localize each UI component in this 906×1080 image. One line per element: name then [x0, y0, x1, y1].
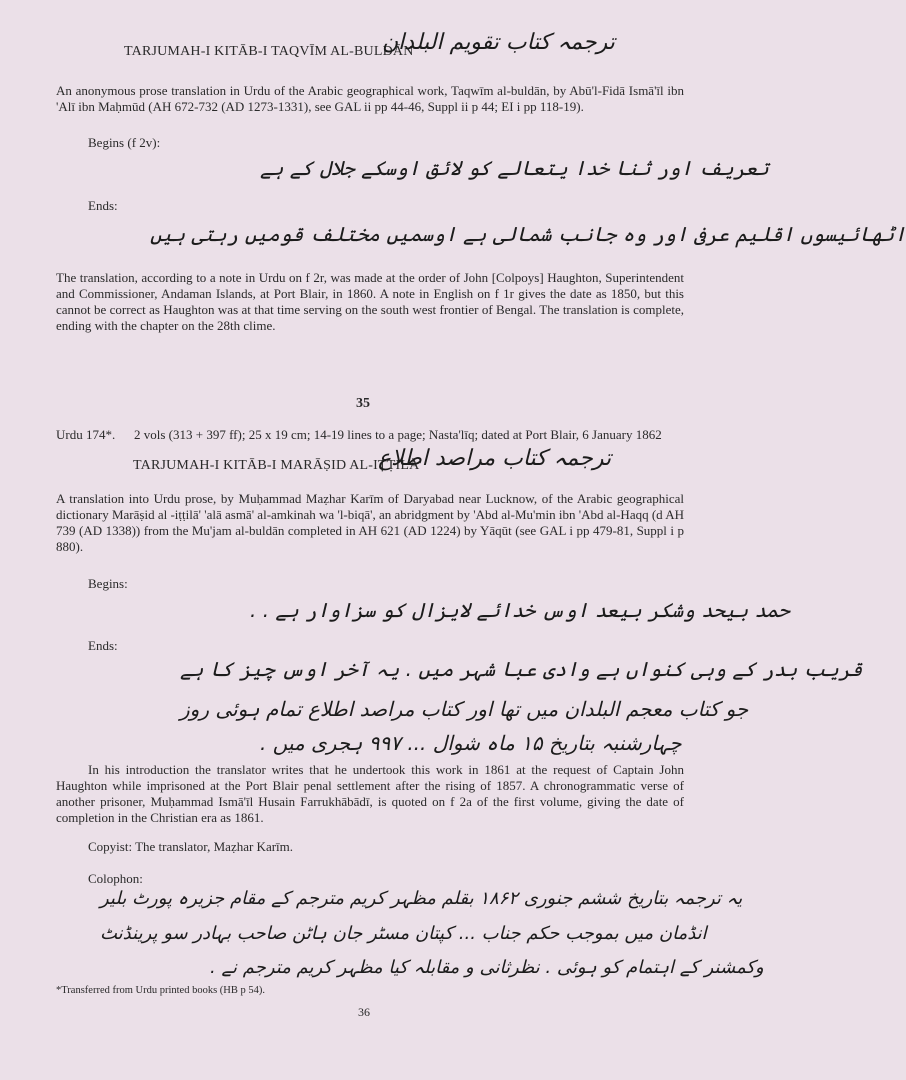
urdu-ends-line: چہارشنبہ بتاریخ ۱۵ ماہ شوال ... ۹۹۷ ہجری میں .	[260, 731, 682, 755]
entry35-description: A translation into Urdu prose, by Muḥammad Maẓhar Karīm of Daryabad near Lucknow, of the Arabic geographical dictionary Marāṣid al -iṭṭilā' 'alā asmā' al-amkinah wa 'l-biqā', an abridgment by 'Abd al-Mu'min ibn 'Abd al-Haqq (d AH 739 (AD 1338)) from the Mu'jam al-buldān completed in AH 621 (AD 1224) by Yāqūt (see GAL i pp 479-81, Suppl i p 880).	[56, 491, 684, 554]
urdu-colophon-line: انڈمان میں بموجب حکم جناب ... کپتان مسٹر جان ہاٹن صاحب بہادر سو پرینڈنٹ	[100, 923, 707, 944]
entry34-ends-label: Ends:	[88, 198, 118, 213]
entry35-heading: TARJUMAH-I KITĀB-I MARĀṢID AL-IṬṬILĀ'	[133, 458, 423, 473]
entry35-ends-label: Ends:	[88, 638, 118, 653]
entry35-begins-label: Begins:	[88, 576, 128, 591]
entry34-ends-text: اٹھائیسوں اقلیم عرفی اور وہ جانب شمالی ہے اوسمیں مختلف قومیں رہتی ہیں	[150, 222, 906, 246]
entry34-note: The translation, according to a note in Urdu on f 2r, was made at the order of John [Colpoys] Haughton, Superintendent and Commissioner, Andaman Islands, at Port Blair, in 1860. A note in English on f 1r gives the date as 1850, but this cannot be correct as Haughton was at that time serving on the south west frontier of Bengal. The translation is complete, ending with the chapter on the 28th clime.	[56, 270, 684, 333]
entry35-number: 35	[356, 396, 370, 411]
entry35-begins-text: حمد بیحد وشکر بیعد اوس خدائے لایزال کو سزاوار ہے . .	[250, 598, 790, 622]
entry35-copyist: Copyist: The translator, Maẓhar Karīm.	[88, 839, 294, 854]
page-number: 36	[358, 1005, 370, 1019]
entry34-urdu-title: ترجمہ کتاب تقویم البلدان	[382, 30, 615, 55]
entry35-shelfmark: Urdu 174*.	[56, 427, 116, 442]
entry34-begins-label: Begins (f 2v):	[88, 135, 161, 150]
entry35-urdu-title: ترجمہ کتاب مراصد اطلاع	[378, 446, 612, 471]
entry34-heading: TARJUMAH-I KITĀB-I TAQVĪM AL-BULDĀN	[124, 44, 414, 59]
entry35-introduction: In his introduction the translator writes that he undertook this work in 1861 at the request of Captain John Haughton while imprisoned at the Port Blair penal settlement after the rising of 1857. A chronogrammatic verse of another prisoner, Muḥammad Ismā'īl Husain Farrukhābādī, is quoted on f 2a of the first volume, giving the date of completion in the Christian era as 1861.	[56, 762, 684, 825]
entry35-colophon-label: Colophon:	[88, 871, 143, 886]
urdu-colophon-line: یہ ترجمہ بتاریخ ششم جنوری ۱۸۶۲ بقلم مظہر کریم مترجم کے مقام جزیرہ پورٹ بلیر	[100, 888, 743, 909]
footnote: *Transferred from Urdu printed books (HB p 54).	[56, 985, 265, 996]
urdu-colophon-line: وکمشنر کے اہتمام کو ہوئی . نظرثانی و مقابلہ کیا مظہر کریم مترجم نے .	[210, 957, 764, 978]
urdu-ends-line: قریب بدر کے وہی کنواں ہے وادی عبا شہر میں . یہ آخر اوس چیز کا ہے	[180, 657, 863, 681]
entry34-description: An anonymous prose translation in Urdu of the Arabic geographical work, Taqwīm al-buldān, by Abū'l-Fidā Ismā'īl ibn 'Alī ibn Maḥmūd (AH 672-732 (AD 1273-1331), see GAL ii pp 44-46, Suppl ii p 44; EI i pp 118-19).	[56, 83, 684, 114]
urdu-ends-line: جو کتاب معجم البلدان میں تھا اور کتاب مراصد اطلاع تمام ہوئی روز	[180, 697, 749, 721]
entry34-begins-text: تعریف اور ثنا خدا یتعالے کو لائق اوسکے جلال کے ہے	[260, 156, 769, 180]
entry35-physical: 2 vols (313 + 397 ff); 25 x 19 cm; 14-19 lines to a page; Nasta'līq; dated at Port Blair, 6 January 1862	[134, 427, 662, 442]
